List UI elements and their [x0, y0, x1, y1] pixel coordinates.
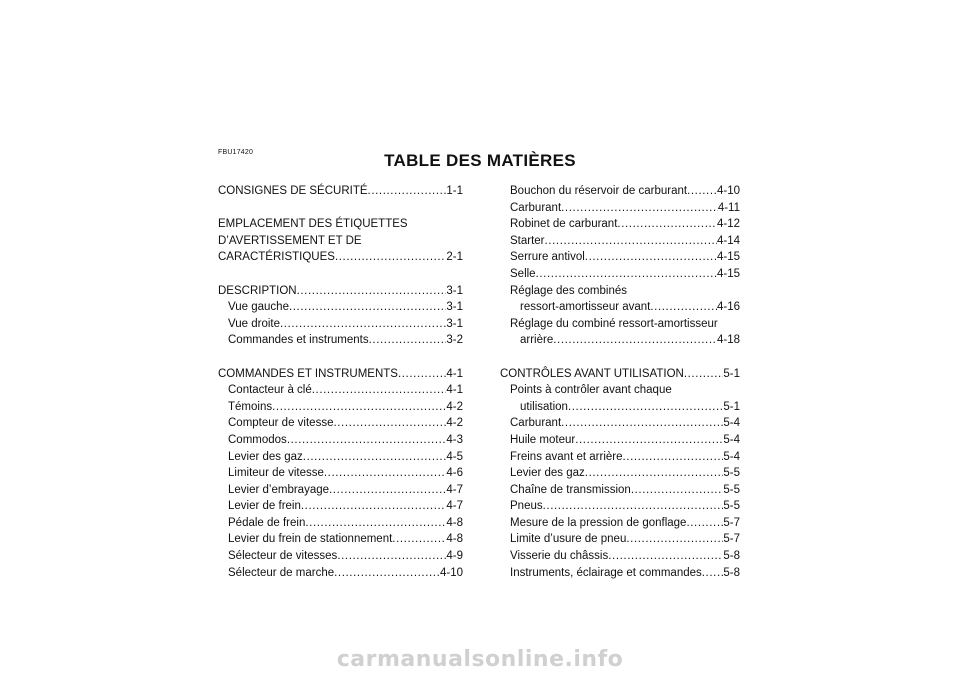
- toc-entry-page: 4-11: [717, 201, 740, 214]
- toc-entry-title: CONTRÔLES AVANT UTILISATION: [500, 367, 684, 380]
- toc-entry-page: 5-5: [723, 500, 740, 513]
- toc-entry-title: Commodos: [228, 433, 287, 446]
- toc-leader-dots: [575, 432, 723, 449]
- toc-entry-title: Levier de frein: [228, 500, 301, 513]
- toc-entry-title: COMMANDES ET INSTRUMENTS: [218, 367, 398, 380]
- toc-entry-page: 5-4: [723, 450, 740, 463]
- toc-entry-title: Visserie du châssis: [510, 550, 609, 563]
- toc-entry-page: 4-12: [716, 218, 740, 231]
- toc-entry[interactable]: [500, 482, 740, 499]
- toc-entry[interactable]: [500, 216, 740, 233]
- toc-leader-dots: [329, 482, 446, 499]
- toc-entry-title: Vue gauche: [228, 301, 289, 314]
- spacer: [218, 200, 463, 217]
- toc-entry-title: Limiteur de vitesse: [228, 467, 324, 480]
- toc-entry-title: Bouchon du réservoir de carburant: [510, 185, 688, 197]
- toc-entry[interactable]: [500, 299, 740, 316]
- toc-entry[interactable]: [218, 565, 463, 582]
- toc-entry-title: Limite d’usure de pneu: [510, 533, 627, 546]
- toc-leader-dots: [368, 183, 447, 200]
- toc-leader-dots: [272, 399, 446, 416]
- toc-section-description[interactable]: [218, 283, 463, 300]
- toc-entry-page: 5-7: [723, 533, 740, 546]
- toc-leader-dots: [553, 332, 717, 349]
- toc-entry-page: 4-6: [446, 467, 463, 480]
- toc-entry-title: Sélecteur de marche: [228, 566, 335, 579]
- toc-entry-title: Carburant: [510, 417, 562, 430]
- toc-entry-title: Mesure de la pression de gonflage: [510, 516, 687, 529]
- toc-entry-page: 4-7: [446, 483, 463, 496]
- toc-leader-dots: [585, 465, 724, 482]
- toc-entry-title: Compteur de vitesse: [228, 417, 334, 430]
- toc-entry-title: utilisation: [520, 400, 568, 413]
- spacer: [500, 349, 740, 366]
- toc-entry-page: 4-5: [446, 450, 463, 463]
- toc-entry-title: Huile moteur: [510, 433, 576, 446]
- toc-leader-dots: [543, 498, 724, 515]
- toc-entry-title: Serrure antivol: [510, 251, 585, 264]
- toc-entry-title: Instruments, éclairage et commandes: [510, 566, 702, 579]
- toc-entry-title: Pneus: [510, 500, 543, 513]
- toc-entry[interactable]: [218, 399, 463, 416]
- toc-entry-title: Pédale de frein: [228, 516, 306, 529]
- toc-entry-title-line: Réglage des combinés: [510, 284, 627, 297]
- toc-entry[interactable]: [500, 200, 740, 217]
- toc-entry-title: CONSIGNES DE SÉCURITÉ: [218, 185, 368, 197]
- toc-leader-dots: [289, 299, 446, 316]
- toc-entry-title-line: Points à contrôler avant chaque: [510, 384, 672, 397]
- toc-entry-title: ressort-amortisseur avant: [520, 301, 651, 314]
- toc-leader-dots: [617, 216, 717, 233]
- toc-entry-page: 4-10: [716, 185, 740, 197]
- toc-entry[interactable]: [500, 449, 740, 466]
- toc-entry-title: Starter: [510, 234, 545, 247]
- toc-entry[interactable]: [218, 482, 463, 499]
- toc-leader-dots: [333, 415, 446, 432]
- toc-entry-page: 5-8: [723, 566, 740, 579]
- toc-entry[interactable]: [500, 415, 740, 432]
- toc-leader-dots: [536, 266, 717, 283]
- toc-entry[interactable]: [500, 249, 740, 266]
- document-code: FBU17420: [218, 149, 254, 156]
- toc-entry-page: 4-8: [446, 533, 463, 546]
- toc-entry-page: 3-1: [446, 284, 463, 297]
- toc-entry-page: 3-1: [446, 317, 463, 330]
- toc-leader-dots: [398, 366, 446, 383]
- toc-entry-page: 4-2: [446, 400, 463, 413]
- toc-entry-title: Commandes et instruments: [228, 334, 369, 347]
- toc-entry[interactable]: [218, 548, 463, 565]
- toc-leader-dots: [561, 415, 723, 432]
- toc-section-safety[interactable]: [218, 183, 463, 200]
- toc-entry-title: Levier d’embrayage: [228, 483, 330, 496]
- toc-leader-dots: [301, 498, 447, 515]
- toc-entry-page: 5-4: [723, 433, 740, 446]
- toc-leader-dots: [287, 432, 447, 449]
- toc-entry-title: Freins avant et arrière: [510, 450, 623, 463]
- toc-entry-title: Témoins: [228, 400, 273, 413]
- toc-entry[interactable]: [218, 299, 463, 316]
- toc-entry[interactable]: [500, 183, 740, 200]
- toc-entry-page: 4-10: [439, 566, 463, 579]
- toc-entry-title: Selle: [510, 267, 536, 280]
- toc-entry-page: 2-1: [446, 251, 463, 264]
- toc-entry[interactable]: [218, 498, 463, 515]
- toc-entry-title: Levier des gaz: [228, 450, 303, 463]
- toc-entry-page: 5-1: [723, 400, 740, 413]
- toc-leader-dots: [334, 565, 440, 582]
- toc-entry[interactable]: [500, 332, 740, 349]
- toc-section-controls[interactable]: [218, 366, 463, 383]
- page-title: TABLE DES MATIÈRES: [384, 151, 576, 170]
- toc-entry[interactable]: [500, 515, 740, 532]
- toc-entry-page: 5-5: [723, 483, 740, 496]
- toc-leader-dots: [312, 382, 447, 399]
- toc-entry-page: 5-1: [723, 367, 740, 380]
- toc-entry[interactable]: [500, 498, 740, 515]
- toc-entry-page: 5-4: [723, 417, 740, 430]
- toc-entry-title: Levier du frein de stationnement: [228, 533, 393, 546]
- toc-leader-dots: [650, 299, 717, 316]
- toc-entry-page: 4-1: [446, 367, 463, 380]
- toc-entry-page: 5-7: [723, 516, 740, 529]
- toc-entry-page: 1-1: [446, 185, 463, 197]
- toc-entry[interactable]: [500, 465, 740, 482]
- toc-leader-dots: [687, 183, 717, 200]
- toc-column-left: [218, 183, 463, 581]
- toc-entry[interactable]: [218, 415, 463, 432]
- toc-section-labels[interactable]: [218, 249, 463, 266]
- toc-entry[interactable]: [218, 515, 463, 532]
- spacer: [218, 349, 463, 366]
- toc-leader-dots: [684, 366, 724, 383]
- toc-leader-dots: [702, 565, 724, 582]
- toc-entry-page: 4-1: [446, 384, 463, 397]
- toc-entry-title-line: D’AVERTISSEMENT ET DE: [218, 234, 362, 247]
- site-watermark: carmanualsonline.info: [336, 647, 624, 672]
- toc-leader-dots: [337, 548, 446, 565]
- toc-entry[interactable]: [218, 449, 463, 466]
- toc-entry[interactable]: [218, 432, 463, 449]
- toc-leader-dots: [686, 515, 723, 532]
- toc-leader-dots: [626, 531, 723, 548]
- toc-leader-dots: [568, 399, 723, 416]
- toc-entry[interactable]: [500, 565, 740, 582]
- toc-entry[interactable]: [500, 548, 740, 565]
- toc-entry[interactable]: [500, 266, 740, 283]
- toc-leader-dots: [324, 465, 447, 482]
- toc-entry-page: 4-3: [446, 433, 463, 446]
- toc-leader-dots: [369, 332, 447, 349]
- toc-entry[interactable]: [218, 465, 463, 482]
- toc-entry[interactable]: [218, 316, 463, 333]
- toc-entry-page: 4-15: [716, 267, 740, 280]
- toc-leader-dots: [631, 482, 724, 499]
- toc-entry[interactable]: [500, 432, 740, 449]
- toc-entry-title: Contacteur à clé: [228, 384, 312, 397]
- toc-leader-dots: [280, 316, 446, 333]
- toc-entry-title: Carburant: [510, 201, 562, 214]
- toc-entry[interactable]: [218, 382, 463, 399]
- toc-entry-page: 3-2: [446, 334, 463, 347]
- toc-entry-title: Vue droite: [228, 317, 280, 330]
- toc-entry[interactable]: [500, 233, 740, 250]
- toc-entry-title: CARACTÉRISTIQUES: [218, 251, 335, 264]
- toc-leader-dots: [305, 515, 446, 532]
- toc-entry-page: 5-8: [723, 550, 740, 563]
- toc-leader-dots: [335, 249, 446, 266]
- toc-entry[interactable]: [500, 399, 740, 416]
- toc-leader-dots: [561, 200, 718, 217]
- toc-entry-page: 4-8: [446, 516, 463, 529]
- toc-entry-page: 4-7: [446, 500, 463, 513]
- toc-entry-page: 4-9: [446, 550, 463, 563]
- toc-entry-page: 3-1: [446, 301, 463, 314]
- toc-entry-title: Sélecteur de vitesses: [228, 550, 338, 563]
- toc-entry[interactable]: [500, 531, 740, 548]
- toc-leader-dots: [608, 548, 723, 565]
- toc-leader-dots: [585, 249, 717, 266]
- toc-entry-page: 4-14: [716, 234, 740, 247]
- toc-leader-dots: [545, 233, 717, 250]
- toc-entry-page: 4-18: [716, 334, 740, 347]
- toc-entry-title: Levier des gaz: [510, 467, 585, 480]
- toc-entry-title: Chaîne de transmission: [510, 483, 631, 496]
- toc-entry-title: Robinet de carburant: [510, 218, 618, 231]
- spacer: [218, 266, 463, 283]
- toc-entry-title: DESCRIPTION: [218, 284, 297, 297]
- toc-entry-page: 4-2: [446, 417, 463, 430]
- toc-entry-title-line: EMPLACEMENT DES ÉTIQUETTES: [218, 218, 408, 231]
- toc-entry-page: 5-5: [723, 467, 740, 480]
- toc-leader-dots: [392, 531, 446, 548]
- toc-leader-dots: [623, 449, 724, 466]
- toc-column-right: [500, 183, 740, 581]
- toc-entry-title: arrière: [520, 334, 554, 347]
- toc-entry-title-line: Réglage du combiné ressort-amortisseur: [510, 317, 718, 330]
- toc-leader-dots: [297, 283, 447, 300]
- toc-entry[interactable]: [218, 531, 463, 548]
- toc-leader-dots: [303, 449, 447, 466]
- toc-entry[interactable]: [218, 332, 463, 349]
- toc-entry-page: 4-15: [716, 251, 740, 264]
- toc-entry-page: 4-16: [716, 301, 740, 314]
- toc-section-pre-operation[interactable]: [500, 366, 740, 383]
